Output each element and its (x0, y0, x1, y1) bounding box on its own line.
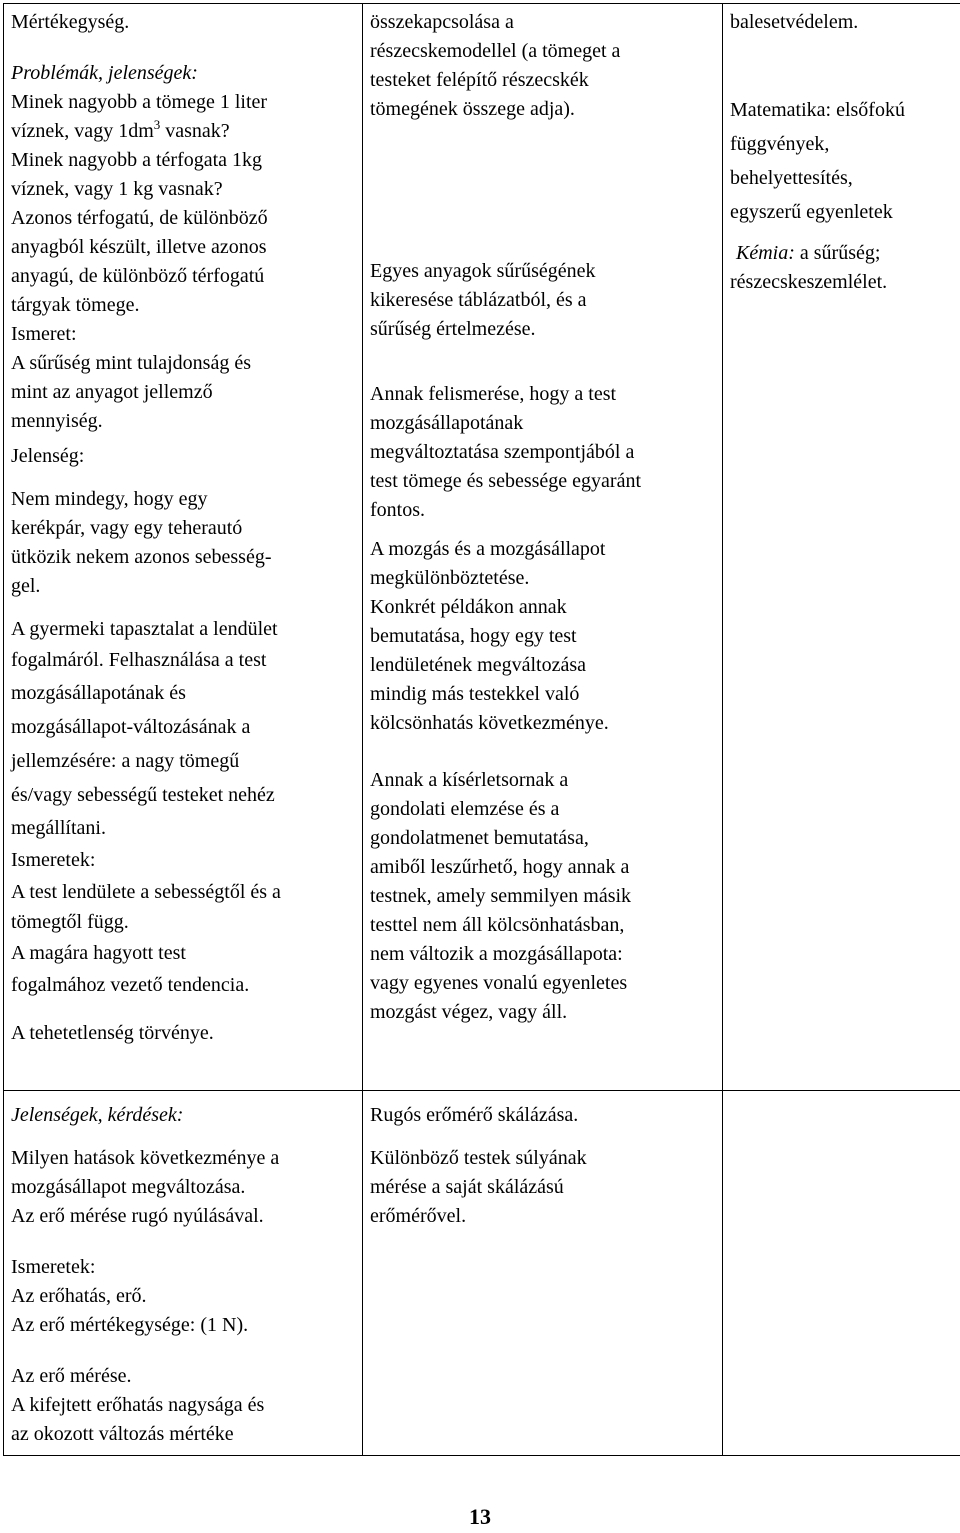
text-line: test tömege és sebessége egyaránt (370, 470, 642, 492)
text-fragment: vasnak? (160, 120, 230, 142)
text-line: A sűrűség mint tulajdonság és (11, 352, 251, 374)
text-line: függvények, (730, 133, 830, 155)
text-line: vagy egyenes vonalú egyenletes (370, 972, 628, 994)
text-line: tömegtől függ. (11, 911, 129, 933)
text-line: Az erő mértékegysége: (1 N). (11, 1314, 249, 1336)
text-fragment: a sűrűség; (794, 242, 881, 264)
text-line: megváltoztatása szempontjából a (370, 441, 635, 463)
text-line: egyszerű egyenletek (730, 201, 893, 223)
text-line: mozgásállapotának (370, 412, 524, 434)
text-line: anyagból készült, illetve azonos (11, 236, 267, 258)
text-line: sűrűség értelmezése. (370, 318, 536, 340)
table-row (4, 1091, 960, 1456)
text-line: tárgyak tömege. (11, 294, 140, 316)
text-line: mozgásállapotának és (11, 682, 186, 704)
activity-cell (363, 1091, 723, 1456)
text-line: kikeresése táblázatból, és a (370, 289, 587, 311)
text-line: Azonos térfogatú, de különböző (11, 207, 268, 229)
text-line: összekapcsolása a (370, 11, 514, 33)
text-line: megkülönböztetése. (370, 567, 530, 589)
text-line: A kifejtett erőhatás nagysága és (11, 1394, 265, 1416)
text-line: ütközik nekem azonos sebesség- (11, 546, 272, 568)
topic-cell (4, 1091, 363, 1456)
text-line: Annak a kísérletsornak a (370, 769, 569, 791)
section-heading: Problémák, jelenségek: (11, 62, 198, 84)
superscript: 3 (153, 117, 161, 132)
text-line: mindig más testekkel való (370, 683, 580, 705)
section-heading: Ismeretek: (11, 1256, 96, 1278)
text-line: mint az anyagot jellemző (11, 381, 213, 403)
text-line: Mértékegység. (11, 11, 130, 33)
text-line: behelyettesítés, (730, 167, 853, 189)
text-line (11, 117, 356, 146)
text-line: Nem mindegy, hogy egy (11, 488, 208, 510)
table-row (4, 4, 960, 1091)
text-line: részecskemodellel (a tömeget a (370, 40, 621, 62)
text-line: testeket felépítő részecskék (370, 69, 589, 91)
text-line: jellemzésére: a nagy tömegű (11, 750, 240, 772)
text-line: mozgásállapot megváltozása. (11, 1176, 246, 1198)
text-line: Rugós erőmérő skálázása. (370, 1104, 579, 1126)
text-line: fontos. (370, 499, 425, 521)
text-line: mennyiség. (11, 410, 103, 432)
text-line: A gyermeki tapasztalat a lendület (11, 618, 278, 640)
text-fragment: víznek, vagy 1dm (11, 120, 154, 142)
text-line: balesetvédelem. (730, 11, 859, 33)
section-heading: Ismeret: (11, 323, 77, 345)
text-line: erőmérővel. (370, 1205, 467, 1227)
text-line: víznek, vagy 1 kg vasnak? (11, 178, 223, 200)
text-line: testtel nem áll kölcsönhatásban, (370, 914, 625, 936)
text-line: testnek, amely semmilyen másik (370, 885, 632, 907)
section-heading: Jelenségek, kérdések: (11, 1104, 184, 1126)
page-number: 13 (469, 1504, 491, 1529)
text-line: gel. (11, 575, 41, 597)
text-line: anyagú, de különböző térfogatú (11, 265, 265, 287)
text-line: kölcsönhatás következménye. (370, 712, 609, 734)
text-line: fogalmához vezető tendencia. (11, 974, 250, 996)
text-line: tömegének összege adja). (370, 98, 575, 120)
subject-label: Kémia: (736, 242, 795, 264)
text-line (730, 239, 960, 268)
text-line: Minek nagyobb a térfogata 1kg (11, 149, 263, 171)
topic-cell (4, 4, 363, 1091)
connections-cell (723, 4, 960, 1091)
text-line: Az erő mérése. (11, 1365, 132, 1387)
text-line: Milyen hatások következménye a (11, 1147, 280, 1169)
text-line: mozgásállapot-változásának a (11, 716, 251, 738)
text-line: az okozott változás mértéke (11, 1423, 234, 1445)
text-line: Egyes anyagok sűrűségének (370, 260, 596, 282)
text-line: nem változik a mozgásállapota: (370, 943, 623, 965)
connections-cell (723, 1091, 960, 1456)
text-line: részecskeszemlélet. (730, 271, 888, 293)
text-line: amiből leszűrhető, hogy annak a (370, 856, 630, 878)
text-line: Az erőhatás, erő. (11, 1285, 147, 1307)
text-fragment: : elsőfokú (825, 99, 905, 121)
subject-label: Matematika (730, 99, 826, 121)
text-line: bemutatása, hogy egy test (370, 625, 577, 647)
section-heading: Jelenség: (11, 445, 85, 467)
text-line: Annak felismerése, hogy a test (370, 383, 617, 405)
text-line: lendületének megváltozása (370, 654, 587, 676)
text-line: fogalmáról. Felhasználása a test (11, 649, 267, 671)
text-line: megállítani. (11, 817, 106, 839)
text-line: Különböző testek súlyának (370, 1147, 587, 1169)
curriculum-table (3, 3, 960, 1456)
activity-cell (363, 4, 723, 1091)
text-line: Az erő mérése rugó nyúlásával. (11, 1205, 264, 1227)
text-line: mérése a saját skálázású (370, 1176, 564, 1198)
text-line: A mozgás és a mozgásállapot (370, 538, 606, 560)
section-heading: Ismeretek: (11, 849, 96, 871)
text-line: gondolati elemzése és a (370, 798, 560, 820)
text-line: Minek nagyobb a tömege 1 liter (11, 91, 268, 113)
text-line: és/vagy sebességű testeket nehéz (11, 784, 275, 806)
text-line: kerékpár, vagy egy teherautó (11, 517, 243, 539)
text-line (730, 93, 960, 127)
text-line: A test lendülete a sebességtől és a (11, 881, 281, 903)
text-line: A tehetetlenség törvénye. (11, 1022, 214, 1044)
text-line: Konkrét példákon annak (370, 596, 567, 618)
text-line: mozgást végez, vagy áll. (370, 1001, 568, 1023)
text-line: gondolatmenet bemutatása, (370, 827, 589, 849)
text-line: A magára hagyott test (11, 942, 186, 964)
